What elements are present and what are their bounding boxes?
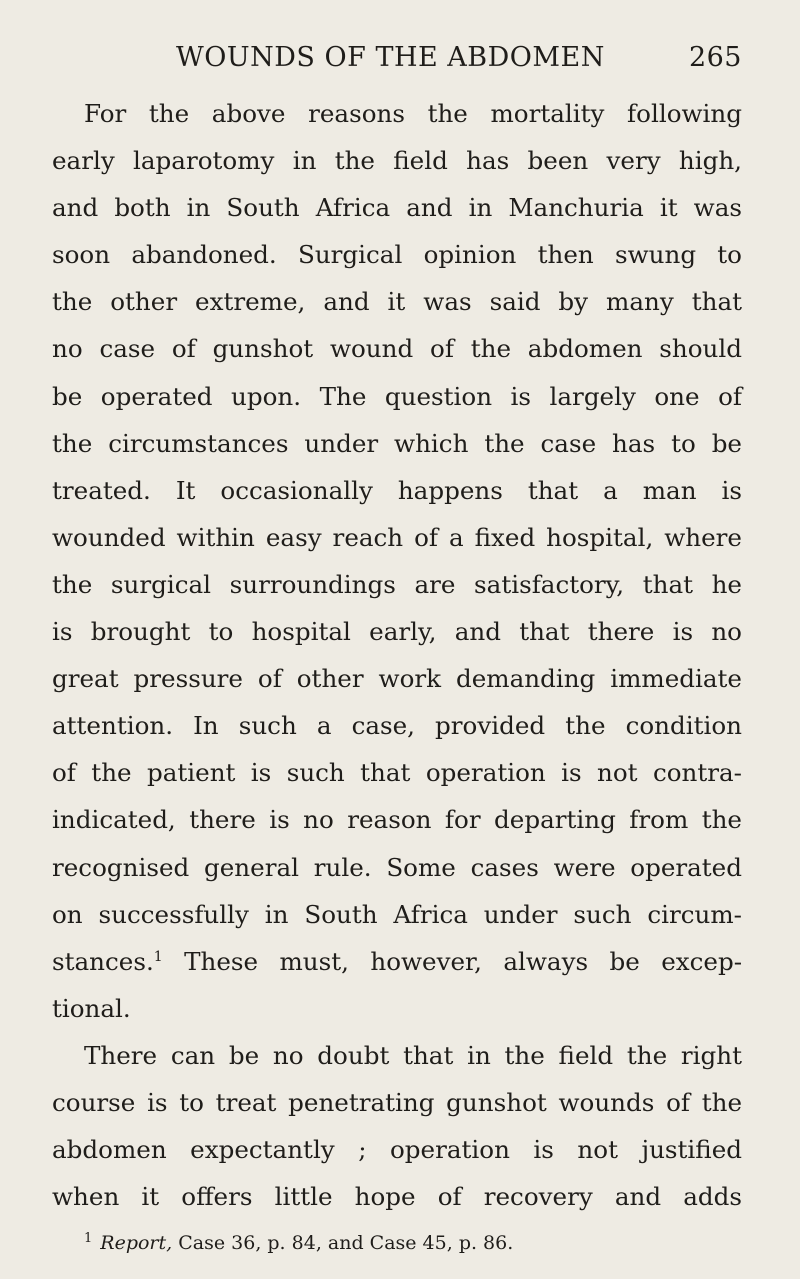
text-line-with-note [52,938,742,985]
text-line: be operated upon. The question is largely one of [52,381,742,411]
footnote [52,1226,742,1256]
text-line: the circumstances under which the case has to be [52,428,742,458]
page-number: 265 [688,42,742,73]
text-line: For the above reasons the mortality following [84,99,742,128]
text-line: soon abandoned. Surgical opinion then swung to [52,240,742,270]
text-line: is brought to hospital early, and that there is no [52,617,742,647]
paragraph-2 [52,1032,742,1220]
text-line: recognised general rule. Some cases were operated [52,852,742,882]
text-line: the surgical surroundings are satisfactory, that he [52,569,742,599]
text-fragment: stances. [52,946,154,976]
text-line: and both in South Africa and in Manchuria it was [52,193,742,223]
footnote-text: Case 36, p. 84, and Case 45, p. 86. [172,1232,514,1255]
text-fragment: These must, however, always be excep- [162,946,742,976]
text-line: indicated, there is no reason for departing from the [52,805,742,835]
book-page [52,36,742,1256]
text-line: attention. In such a case, provided the condition [52,711,742,741]
text-line: abdomen expectantly ; operation is not justified [52,1135,742,1165]
text-line: wounded within easy reach of a fixed hospital, where [52,522,742,552]
text-line: of the patient is such that operation is not contra- [52,758,742,788]
text-line: no case of gunshot wound of the abdomen should [52,334,742,364]
text-line: tional. [52,993,131,1023]
footnote-source: Report, [100,1232,173,1255]
paragraph-1 [52,90,742,1032]
text-line: treated. It occasionally happens that a man is [52,475,742,505]
running-title: WOUNDS OF THE ABDOMEN [176,42,605,73]
text-line: There can be no doubt that in the field the right [84,1040,742,1070]
footnote-reference: 1 [153,948,163,965]
text-line: course is to treat penetrating gunshot wounds of the [52,1087,742,1117]
footnote-mark: 1 [84,1231,93,1247]
text-line: when it offers little hope of recovery and adds [52,1182,742,1212]
text-line: early laparotomy in the field has been very high, [52,146,742,176]
text-line: on successfully in South Africa under such circum- [52,899,742,929]
running-head [52,36,742,90]
text-line: the other extreme, and it was said by many that [52,287,742,317]
text-line: great pressure of other work demanding immediate [52,664,742,694]
